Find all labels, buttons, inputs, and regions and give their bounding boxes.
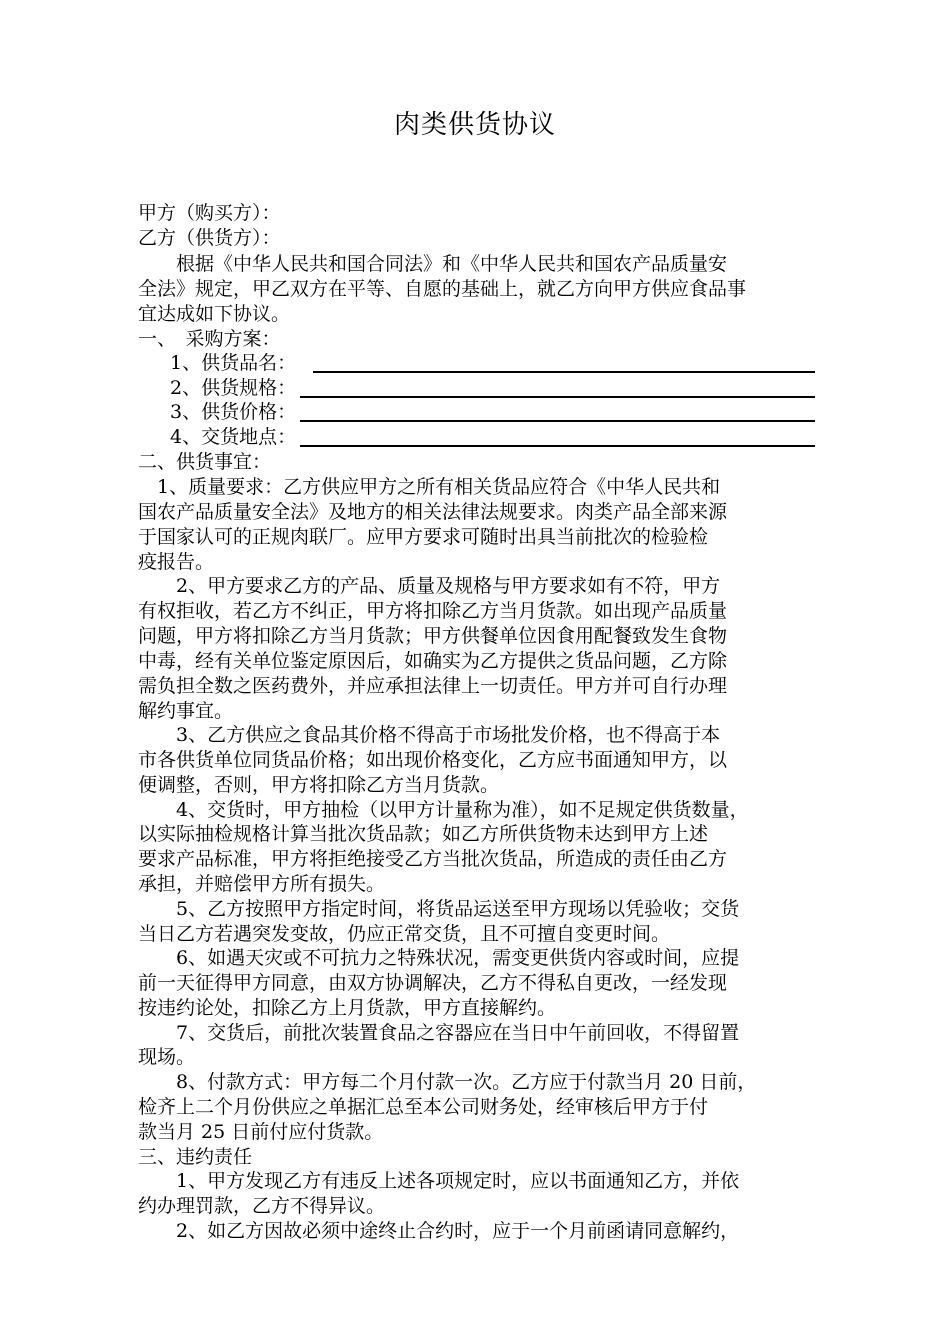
field-spec-label: 2、供货规格： — [170, 377, 297, 399]
field-delivery-place-label: 4、交货地点： — [170, 426, 297, 448]
paragraph-line: 以实际抽检规格计算当批次货品款；如乙方所供货物未达到甲方上述 — [138, 823, 709, 845]
paragraph-line: 国农产品质量安全法》及地方的相关法律法规要求。肉类产品全部来源 — [138, 501, 728, 523]
section3-heading: 三、违约责任 — [138, 1146, 253, 1168]
paragraph-line: 市各供货单位同货品价格；如出现价格变化，乙方应书面通知甲方，以 — [138, 749, 728, 771]
paragraph-line: 7、交货后，前批次装置食品之容器应在当日中午前回收，不得留置 — [138, 1022, 740, 1044]
paragraph-line: 6、如遇天灾或不可抗力之特殊状况，需变更供货内容或时间，应提 — [138, 947, 740, 969]
paragraph-line: 前一天征得甲方同意，由双方协调解决，乙方不得私自更改，一经发现 — [138, 972, 728, 994]
paragraph-line: 有权拒收，若乙方不纠正，甲方将扣除乙方当月货款。如出现产品质量 — [138, 600, 728, 622]
paragraph-line: 4、交货时，甲方抽检（以甲方计量称为准），如不足规定供货数量， — [138, 799, 749, 821]
paragraph-line: 需负担全数之医药费外，并应承担法律上一切责任。甲方并可自行办理 — [138, 675, 728, 697]
paragraph-line: 当日乙方若遇突发变故，仍应正常交货，且不可擅自变更时间。 — [138, 923, 671, 945]
paragraph-line: 5、乙方按照甲方指定时间，将货品运送至甲方现场以凭验收；交货 — [138, 898, 740, 920]
paragraph-line: 检齐上二个月份供应之单据汇总至本公司财务处，经审核后甲方于付 — [138, 1096, 709, 1118]
paragraph-line: 3、乙方供应之食品其价格不得高于市场批发价格，也不得高于本 — [138, 724, 721, 746]
preamble-line: 宜达成如下协议。 — [138, 303, 291, 325]
paragraph-line: 解约事宜。 — [138, 700, 234, 722]
paragraph-line: 1、质量要求：乙方供应甲方之所有相关货品应符合《中华人民共和 — [138, 476, 721, 498]
field-product-name-blank — [313, 371, 815, 373]
paragraph-line: 2、如乙方因故必须中途终止合约时，应于一个月前函请同意解约， — [138, 1220, 740, 1242]
paragraph-line: 8、付款方式：甲方每二个月付款一次。乙方应于付款当月 20 日前， — [138, 1071, 757, 1093]
field-price-label: 3、供货价格： — [170, 401, 297, 423]
paragraph-line: 承担，并赔偿甲方所有损失。 — [138, 873, 386, 895]
paragraph-line: 现场。 — [138, 1046, 196, 1068]
field-spec-blank — [300, 396, 815, 398]
paragraph-line: 中毒，经有关单位鉴定原因后，如确实为乙方提供之货品问题，乙方除 — [138, 650, 728, 672]
party-a-label: 甲方（购买方）： — [138, 202, 281, 224]
paragraph-line: 1、甲方发现乙方有违反上述各项规定时，应以书面通知乙方，并依 — [138, 1170, 740, 1192]
paragraph-line: 款当月 25 日前付应付货款。 — [138, 1121, 384, 1143]
field-price-blank — [300, 420, 815, 422]
paragraph-line: 按违约论处，扣除乙方上月货款，甲方直接解约。 — [138, 997, 557, 1019]
section2-heading: 二、供货事宜： — [138, 451, 272, 473]
field-product-name-label: 1、供货品名： — [170, 352, 297, 374]
paragraph-line: 问题，甲方将扣除乙方当月货款；甲方供餐单位因食用配餐致发生食物 — [138, 625, 728, 647]
paragraph-line: 于国家认可的正规肉联厂。应甲方要求可随时出具当前批次的检验检 — [138, 526, 709, 548]
preamble-line: 全法》规定，甲乙双方在平等、自愿的基础上，就乙方向甲方供应食品事 — [138, 278, 747, 300]
paragraph-line: 便调整，否则，甲方将扣除乙方当月货款。 — [138, 774, 500, 796]
preamble-line: 根据《中华人民共和国合同法》和《中华人民共和国农产品质量安 — [138, 253, 728, 275]
paragraph-line: 疫报告。 — [138, 551, 215, 573]
paragraph-line: 2、甲方要求乙方的产品、质量及规格与甲方要求如有不符，甲方 — [138, 575, 721, 597]
paragraph-line: 要求产品标准，甲方将拒绝接受乙方当批次货品，所造成的责任由乙方 — [138, 848, 728, 870]
document-title: 肉类供货协议 — [393, 110, 556, 140]
field-delivery-place-blank — [300, 445, 815, 447]
party-b-label: 乙方（供货方）： — [138, 227, 281, 249]
paragraph-line: 约办理罚款，乙方不得异议。 — [138, 1195, 386, 1217]
section1-heading: 一、 采购方案： — [138, 328, 281, 350]
